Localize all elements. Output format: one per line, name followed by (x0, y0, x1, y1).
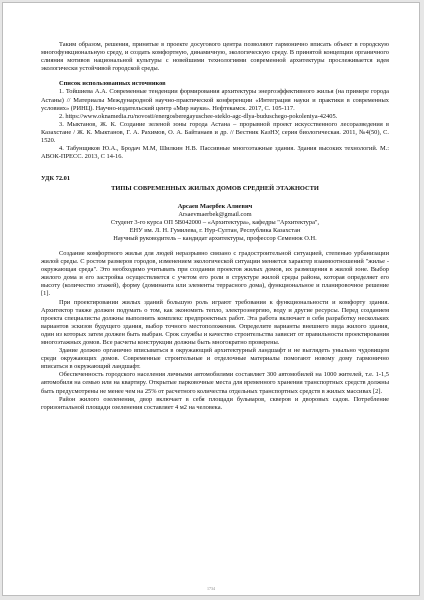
author-name: Арсаев Маербек Алиевич (177, 202, 253, 210)
references-title: Список использованных источников (59, 80, 166, 88)
intro-paragraph: Таким образом, решения, принятые в проекте досугового центра позволяют гармонично вписать объект в городскую многофункциональную среду, и создать комфортную, динамичную, экологическую среду. В принятой концепции органичного слияния мотивов национальной культуры с новейшими технологиями современной архитектуры прослеживается идея экологически устойчивой городской среды. (41, 41, 389, 73)
reference-item: 1. Тойшиева А.А. Современные тенденции формирования архитектуры энергоэффективного жилья (на примере города Астаны) // Материалы Международной научно-практической конференции «Интеграция науки и практики в современных условиях» (РИНЦ). Научно-издательский центр «Мир науки». Нефтекамск. 2017, С. 105-117. (41, 88, 389, 112)
author-affiliation: Студент 3-го курса ОП 5В042000 – «Архитектура», кафедры "Архитектура", (110, 218, 320, 226)
body-paragraph: Район жилого озеленения, двор включает в себя площади бульваров, скверов и дворовых садов. Потребление горизонтальной площади озеленения составляет 4 м2 на человека. (41, 395, 389, 411)
article-title: ТИПЫ СОВРЕМЕННЫХ ЖИЛЫХ ДОМОВ СРЕДНЕЙ ЭТАЖНОСТИ (111, 185, 319, 193)
body-paragraph: При проектировании жилых зданий большую роль играют требования к функциональности и комфорту здания. Архитектор также должен подумать о том, как экономить тепло, электроэнергию, воду и другие ресурсы. Перед созданием проекта специалисты должны выполнить комплекс предпроектных работ. Эта работа включает в себя разработку нескольких вариантов эскизов будущего здания, выбор точного местоположения. Определите варианты внешнего вида жилого здания, один из которых затем должен быть выбран. Срок службы и качество строительства зависит от правильности проектирования многоэтажных домов. Все расчеты конструкции должны быть многократно проверены. (41, 298, 389, 346)
document-page (2, 2, 420, 596)
reference-item: 2. https://www.oknamedia.ru/novosti/energosberegayuschee-steklo-agc-dlya-buduschego-pokoleniya-42405. (59, 112, 338, 120)
author-email: Arsaevmaerbek@gmail.com (178, 210, 252, 218)
reference-item: 4. Табунщиков Ю.А., Бродач М.М, Шилкин Н.В. Пассивные многоэтажные здания. Здания высоких технологий. М.: АВОК-ПРЕСС. 2013, С 14-16. (41, 145, 389, 161)
reference-item: 3. Мыктанов, Ж. К. Создание зеленой зоны города Астана – прорывной проект искусственного лесоразведения в Казахстане / Ж. К. Мыктанов, Г. А. Рахимов, О. А. Байтанаев и др. // Вестник КазНУ, серия биологическая. 2011, №4(50), С. 1520. (41, 120, 389, 145)
supervisor-line: Научный руководитель – кандидат архитектуры, профессор Семенюк О.Н. (113, 234, 317, 242)
author-affiliation-university: ЕНУ им. Л. Н. Гумилева, г. Нур-Султан, Республика Казахстан (129, 226, 301, 234)
body-paragraph: Обеспеченность городского населения личными автомобилями составляет 300 автомобилей на 1000 жителей, т.е. 1-1,5 автомобиля на семью или на квартиру. Открытые парковочные места для временного хранения транспортных средств должны быть предусмотрены не менее чем на 25% от расчетного количества отдельных транспортных средств в жилых массивах [2]. (41, 371, 389, 395)
body-paragraph: Здание должно органично вписываться в окружающий архитектурный ландшафт и не выглядеть уныльно чудовищем среди окружающих домов. Современные строительные и отделочные материалы помогают новому дому гармонично вписаться в окружающий ландшафт. (41, 347, 389, 371)
body-paragraph: Создание комфортного жилья для людей неразрывно связано с градостроительной ситуацией, степенью урбанизации жилой среды. С ростом размеров городов, изменением экологической ситуации меняется характер взаимоотношений "жилье - окружающая среда". Это необходимо учитывать при создании проектов жилых домов, их размещения в жилой зоне. Выбор жилого дома и его застройка осуществляется с учетом его роли в структуре жилой среды района, которая определяет его высоту (количество этажей), форму (доминанта или элементы террасного дома), функциональное и планировочное решение [1]. (41, 249, 389, 298)
page-content (41, 41, 389, 412)
page-footer-mark: 1734 (207, 586, 215, 591)
udk-code: УДК 72.01 (41, 175, 71, 183)
